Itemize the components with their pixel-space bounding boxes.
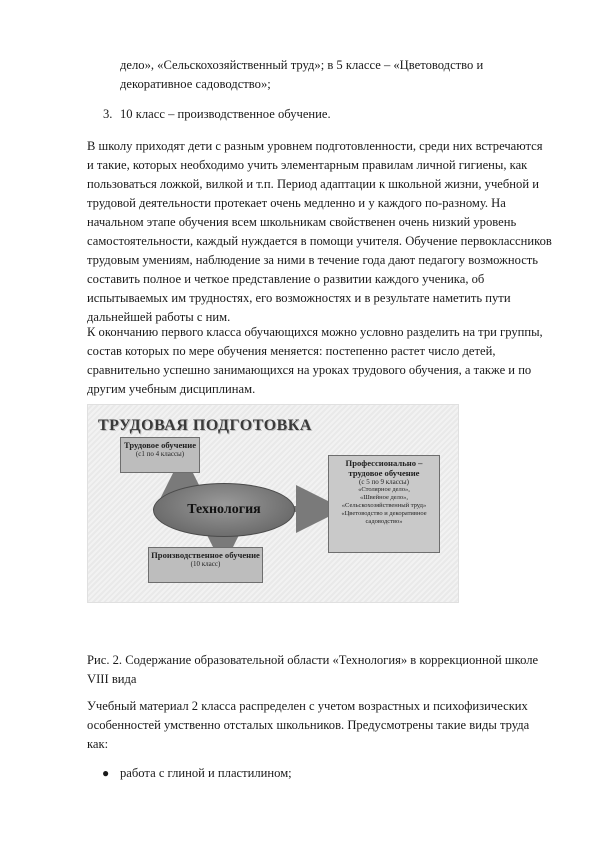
box-professional-training-title: Профессионально – трудовое обучение — [345, 458, 423, 478]
box-labor-training — [120, 437, 200, 473]
box-professional-training-sub: (с 5 по 9 классы) — [359, 478, 409, 486]
list-continuation-line-2: декоративное садоводство»; — [120, 77, 271, 91]
diagram-title: ТРУДОВАЯ ПОДГОТОВКА — [98, 417, 312, 434]
bullet-item-1: работа с глиной и пластилином; — [120, 766, 292, 780]
technology-diagram — [87, 404, 459, 603]
box-production-training — [148, 547, 263, 583]
list-item-3-number: 3. — [103, 107, 113, 121]
box-professional-training — [328, 455, 440, 553]
figure-caption: Рис. 2. Содержание образовательной области «Технология» в коррекционной школе VIII вида — [87, 653, 539, 686]
technology-ellipse: Технология — [153, 483, 295, 537]
box-labor-training-sub: (с1 по 4 классы) — [135, 450, 185, 458]
bullet-marker: ● — [102, 766, 110, 780]
box-production-training-title: Производственное обучение — [151, 550, 260, 560]
box-professional-item: «Столярное дело», — [358, 486, 410, 493]
paragraph-2: К окончанию первого класса обучающихся можно условно разделить на три группы, состав которых по мере обучения меняется: постепенно растет число детей, сравнительно успешно занимающихся на уроках трудового обучения, а также и по другим учебным дисциплинам. — [87, 325, 543, 396]
box-professional-item: «Цветоводство и декоративное садоводство» — [341, 510, 427, 525]
box-production-training-sub: (10 класс) — [190, 560, 221, 568]
list-item-3-text: 10 класс – производственное обучение. — [120, 107, 331, 121]
box-professional-item: «Швейное дело», — [359, 494, 409, 501]
paragraph-1: В школу приходят дети с разным уровнем подготовленности, среди них встречаются и такие, которых необходимо учить элементарным правилам личной гигиены, как пользоваться ложкой, вилкой и т.п. Период адаптации к школьной жизни, учебной и трудовой деятельности протекает очень медленно и у каждого по-разному. На начальном этапе обучения всем школьникам свойственен очень низкий уровень самостоятельности, каждый нуждается в помощи учителя. Обучение первоклассников трудовым умениям, наблюдение за ними в течение года дают педагогу возможность составить полное и четкое представление о развитии каждого ученика, об испытываемых им трудностях, его возможностях и в результате наметить пути дальнейшей работы с ним. — [87, 139, 552, 324]
box-professional-item: «Сельскохозяйственный труд» — [341, 502, 427, 509]
paragraph-3: Учебный материал 2 класса распределен с учетом возрастных и психофизических особенностей умственно отсталых школьников. Предусмотрены такие виды труда как: — [87, 699, 530, 751]
box-labor-training-title: Трудовое обучение — [123, 440, 197, 450]
list-continuation-line-1: дело», «Сельскохозяйственный труд»; в 5 классе – «Цветоводство и — [120, 58, 484, 72]
